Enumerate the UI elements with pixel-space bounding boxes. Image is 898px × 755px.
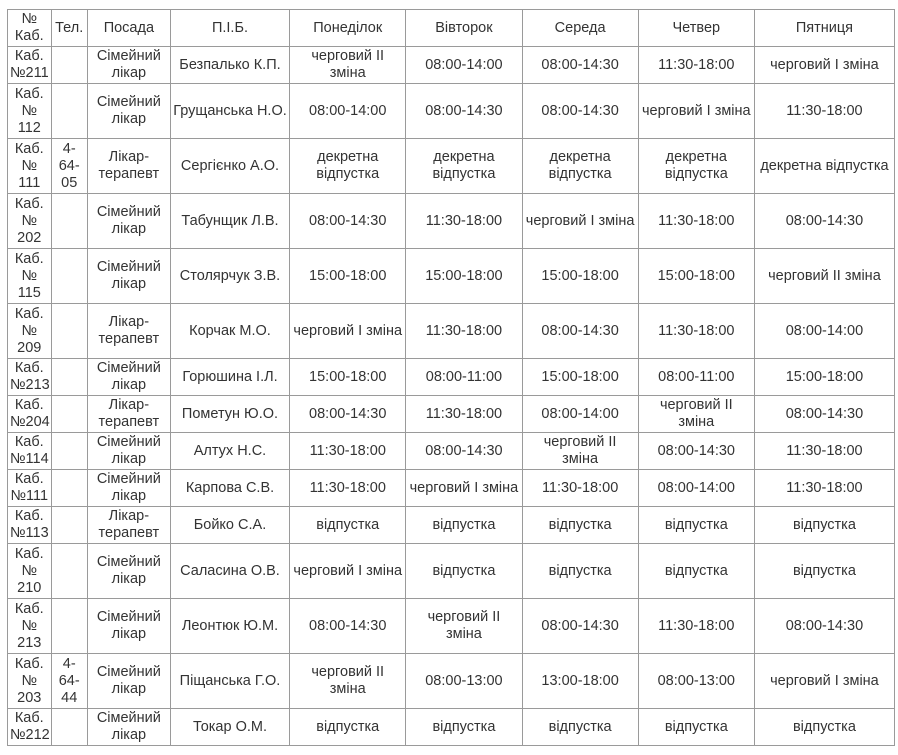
cell-room: Каб. № 203: [8, 654, 52, 709]
cell-position: Сімейний лікар: [87, 544, 170, 599]
cell-name: Бойко С.А.: [170, 507, 289, 544]
cell-thursday: 08:00-14:00: [638, 470, 754, 507]
table-row: [8, 470, 895, 507]
schedule-body: [8, 47, 895, 746]
cell-friday: 08:00-14:30: [754, 599, 894, 654]
cell-monday: 08:00-14:30: [290, 396, 406, 433]
cell-name: Безпалько К.П.: [170, 47, 289, 84]
cell-name: Пометун Ю.О.: [170, 396, 289, 433]
cell-tel: [51, 359, 87, 396]
cell-thursday: черговий ІІ зміна: [638, 396, 754, 433]
cell-tel: [51, 507, 87, 544]
header-wednesday: Середа: [522, 10, 638, 47]
cell-friday: 15:00-18:00: [754, 359, 894, 396]
cell-friday: 11:30-18:00: [754, 84, 894, 139]
cell-friday: декретна відпустка: [754, 139, 894, 194]
cell-wednesday: 11:30-18:00: [522, 470, 638, 507]
cell-wednesday: 08:00-14:30: [522, 84, 638, 139]
cell-monday: черговий І зміна: [290, 544, 406, 599]
cell-position: Сімейний лікар: [87, 359, 170, 396]
cell-room: Каб. №211: [8, 47, 52, 84]
cell-monday: черговий І зміна: [290, 304, 406, 359]
cell-wednesday: 15:00-18:00: [522, 249, 638, 304]
cell-position: Сімейний лікар: [87, 249, 170, 304]
cell-name: Корчак М.О.: [170, 304, 289, 359]
cell-tuesday: 08:00-14:30: [406, 84, 522, 139]
cell-friday: 11:30-18:00: [754, 470, 894, 507]
table-row: [8, 599, 895, 654]
cell-monday: відпустка: [290, 507, 406, 544]
cell-name: Столярчук З.В.: [170, 249, 289, 304]
cell-thursday: відпустка: [638, 507, 754, 544]
table-row: [8, 47, 895, 84]
cell-thursday: 11:30-18:00: [638, 47, 754, 84]
table-row: [8, 709, 895, 746]
cell-room: Каб. №111: [8, 470, 52, 507]
cell-position: Лікар-терапевт: [87, 396, 170, 433]
header-tel: Тел.: [51, 10, 87, 47]
cell-thursday: черговий І зміна: [638, 84, 754, 139]
header-room: № Каб.: [8, 10, 52, 47]
cell-thursday: 11:30-18:00: [638, 194, 754, 249]
cell-thursday: 08:00-14:30: [638, 433, 754, 470]
cell-tuesday: 08:00-14:00: [406, 47, 522, 84]
cell-monday: 08:00-14:30: [290, 599, 406, 654]
cell-tuesday: 11:30-18:00: [406, 304, 522, 359]
cell-wednesday: 08:00-14:00: [522, 396, 638, 433]
cell-tuesday: декретна відпустка: [406, 139, 522, 194]
table-row: [8, 654, 895, 709]
cell-tel: [51, 249, 87, 304]
cell-room: Каб. № 209: [8, 304, 52, 359]
cell-wednesday: 08:00-14:30: [522, 599, 638, 654]
cell-friday: 11:30-18:00: [754, 433, 894, 470]
cell-wednesday: черговий ІІ зміна: [522, 433, 638, 470]
cell-monday: 08:00-14:30: [290, 194, 406, 249]
header-thursday: Четвер: [638, 10, 754, 47]
cell-tel: [51, 544, 87, 599]
header-tuesday: Вівторок: [406, 10, 522, 47]
cell-position: Сімейний лікар: [87, 709, 170, 746]
cell-wednesday: 08:00-14:30: [522, 47, 638, 84]
cell-room: Каб. №113: [8, 507, 52, 544]
cell-room: Каб. № 111: [8, 139, 52, 194]
cell-thursday: 15:00-18:00: [638, 249, 754, 304]
cell-tel: 4-64-44: [51, 654, 87, 709]
cell-tuesday: 08:00-11:00: [406, 359, 522, 396]
cell-position: Сімейний лікар: [87, 654, 170, 709]
cell-tuesday: 08:00-14:30: [406, 433, 522, 470]
cell-wednesday: 08:00-14:30: [522, 304, 638, 359]
cell-room: Каб. № 210: [8, 544, 52, 599]
cell-tel: [51, 47, 87, 84]
table-row: [8, 194, 895, 249]
cell-monday: 15:00-18:00: [290, 359, 406, 396]
table-row: [8, 84, 895, 139]
cell-tel: [51, 396, 87, 433]
cell-tel: [51, 84, 87, 139]
cell-monday: 11:30-18:00: [290, 433, 406, 470]
cell-thursday: відпустка: [638, 544, 754, 599]
table-row: [8, 249, 895, 304]
cell-room: Каб. №204: [8, 396, 52, 433]
cell-tuesday: 11:30-18:00: [406, 396, 522, 433]
cell-friday: черговий І зміна: [754, 47, 894, 84]
cell-wednesday: 15:00-18:00: [522, 359, 638, 396]
cell-room: Каб. №213: [8, 359, 52, 396]
cell-monday: черговий ІІ зміна: [290, 47, 406, 84]
cell-wednesday: відпустка: [522, 544, 638, 599]
cell-name: Саласина О.В.: [170, 544, 289, 599]
header-name: П.І.Б.: [170, 10, 289, 47]
cell-room: Каб. № 213: [8, 599, 52, 654]
cell-thursday: декретна відпустка: [638, 139, 754, 194]
table-row: [8, 139, 895, 194]
cell-monday: відпустка: [290, 709, 406, 746]
table-row: [8, 433, 895, 470]
cell-thursday: 08:00-11:00: [638, 359, 754, 396]
cell-tel: [51, 304, 87, 359]
table-row: [8, 544, 895, 599]
cell-name: Карпова С.В.: [170, 470, 289, 507]
cell-thursday: 11:30-18:00: [638, 599, 754, 654]
cell-monday: 08:00-14:00: [290, 84, 406, 139]
cell-friday: черговий І зміна: [754, 654, 894, 709]
cell-tuesday: відпустка: [406, 709, 522, 746]
cell-tel: 4-64-05: [51, 139, 87, 194]
cell-name: Сергієнко А.О.: [170, 139, 289, 194]
cell-room: Каб. № 112: [8, 84, 52, 139]
cell-tuesday: 11:30-18:00: [406, 194, 522, 249]
cell-name: Токар О.М.: [170, 709, 289, 746]
cell-tel: [51, 194, 87, 249]
header-position: Посада: [87, 10, 170, 47]
cell-wednesday: декретна відпустка: [522, 139, 638, 194]
cell-friday: 08:00-14:00: [754, 304, 894, 359]
cell-tel: [51, 470, 87, 507]
cell-tuesday: відпустка: [406, 507, 522, 544]
cell-tuesday: 15:00-18:00: [406, 249, 522, 304]
cell-friday: 08:00-14:30: [754, 194, 894, 249]
table-row: [8, 359, 895, 396]
header-monday: Понеділок: [290, 10, 406, 47]
cell-friday: відпустка: [754, 507, 894, 544]
cell-monday: 11:30-18:00: [290, 470, 406, 507]
cell-tel: [51, 709, 87, 746]
cell-position: Лікар-терапевт: [87, 507, 170, 544]
cell-name: Горюшина І.Л.: [170, 359, 289, 396]
header-row: [8, 10, 895, 47]
cell-position: Сімейний лікар: [87, 433, 170, 470]
cell-monday: декретна відпустка: [290, 139, 406, 194]
cell-tel: [51, 599, 87, 654]
cell-monday: 15:00-18:00: [290, 249, 406, 304]
cell-room: Каб. №114: [8, 433, 52, 470]
cell-position: Лікар-терапевт: [87, 139, 170, 194]
cell-name: Піщанська Г.О.: [170, 654, 289, 709]
table-row: [8, 304, 895, 359]
cell-thursday: 11:30-18:00: [638, 304, 754, 359]
cell-thursday: відпустка: [638, 709, 754, 746]
cell-tuesday: 08:00-13:00: [406, 654, 522, 709]
cell-wednesday: 13:00-18:00: [522, 654, 638, 709]
cell-friday: відпустка: [754, 709, 894, 746]
cell-position: Сімейний лікар: [87, 194, 170, 249]
cell-thursday: 08:00-13:00: [638, 654, 754, 709]
cell-position: Сімейний лікар: [87, 47, 170, 84]
header-friday: Пятниця: [754, 10, 894, 47]
cell-room: Каб. №212: [8, 709, 52, 746]
cell-friday: відпустка: [754, 544, 894, 599]
cell-room: Каб. № 202: [8, 194, 52, 249]
cell-tuesday: відпустка: [406, 544, 522, 599]
cell-name: Алтух Н.С.: [170, 433, 289, 470]
cell-monday: черговий ІІ зміна: [290, 654, 406, 709]
cell-tuesday: черговий ІІ зміна: [406, 599, 522, 654]
cell-position: Сімейний лікар: [87, 84, 170, 139]
cell-name: Леонтюк Ю.М.: [170, 599, 289, 654]
cell-wednesday: черговий І зміна: [522, 194, 638, 249]
cell-wednesday: відпустка: [522, 507, 638, 544]
cell-position: Сімейний лікар: [87, 599, 170, 654]
table-row: [8, 507, 895, 544]
cell-wednesday: відпустка: [522, 709, 638, 746]
cell-room: Каб. № 115: [8, 249, 52, 304]
cell-friday: черговий ІІ зміна: [754, 249, 894, 304]
cell-name: Табунщик Л.В.: [170, 194, 289, 249]
cell-tel: [51, 433, 87, 470]
cell-position: Лікар-терапевт: [87, 304, 170, 359]
cell-tuesday: черговий І зміна: [406, 470, 522, 507]
cell-position: Сімейний лікар: [87, 470, 170, 507]
cell-name: Грущанська Н.О.: [170, 84, 289, 139]
cell-friday: 08:00-14:30: [754, 396, 894, 433]
table-row: [8, 396, 895, 433]
doctor-schedule-table: [7, 9, 895, 746]
